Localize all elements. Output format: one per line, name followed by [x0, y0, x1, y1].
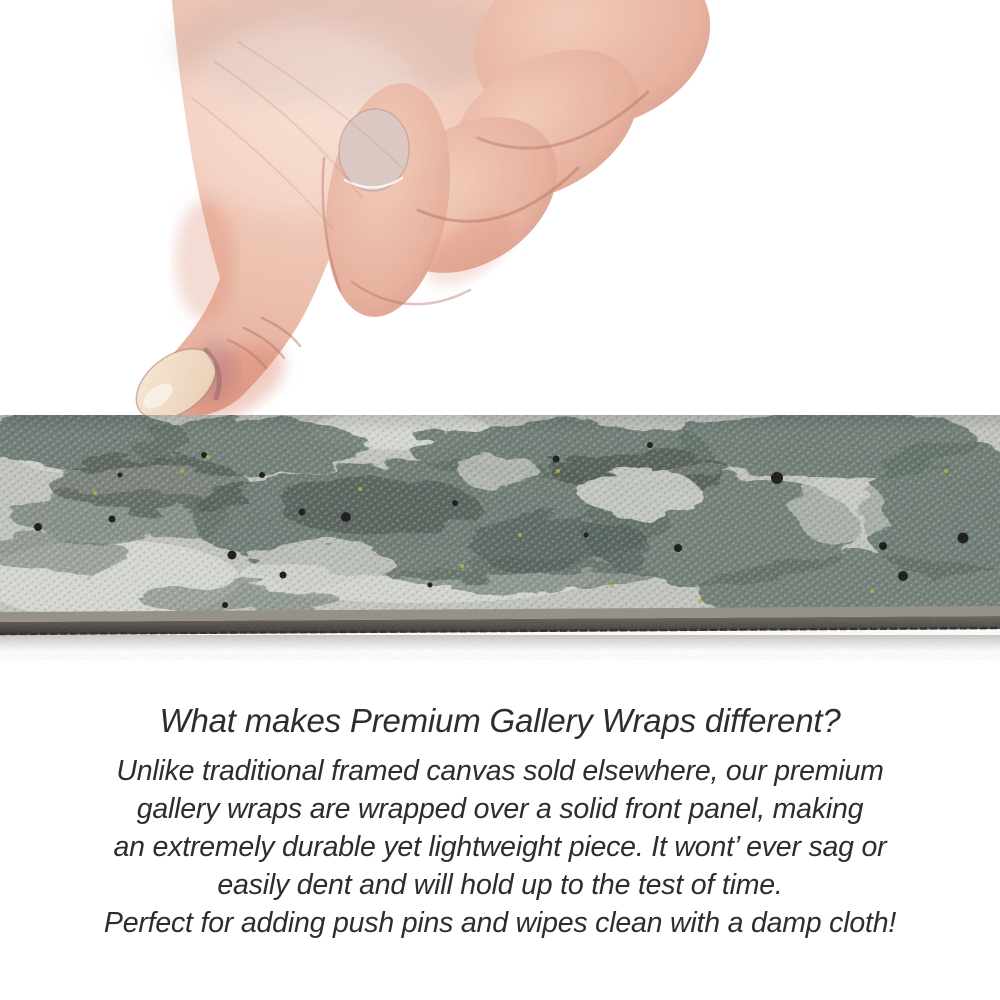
copy-block [0, 700, 1000, 942]
hand-photo [0, 0, 1000, 418]
body-line-5: Perfect for adding push pins and wipes clean with a damp cloth! [103, 907, 897, 939]
body-line-2: gallery wraps are wrapped over a solid front panel, making [136, 793, 864, 825]
section-heading: What makes Premium Gallery Wraps different? [159, 702, 841, 739]
canvas-strip-photo [0, 415, 1000, 660]
body-line-1: Unlike traditional framed canvas sold elsewhere, our premium [116, 755, 884, 787]
thumb-base-flush [175, 200, 235, 320]
body-line-3: an extremely durable yet lightweight piece. It wont’ ever sag or [113, 831, 887, 863]
body-line-4: easily dent and will hold up to the test of time. [217, 869, 783, 901]
